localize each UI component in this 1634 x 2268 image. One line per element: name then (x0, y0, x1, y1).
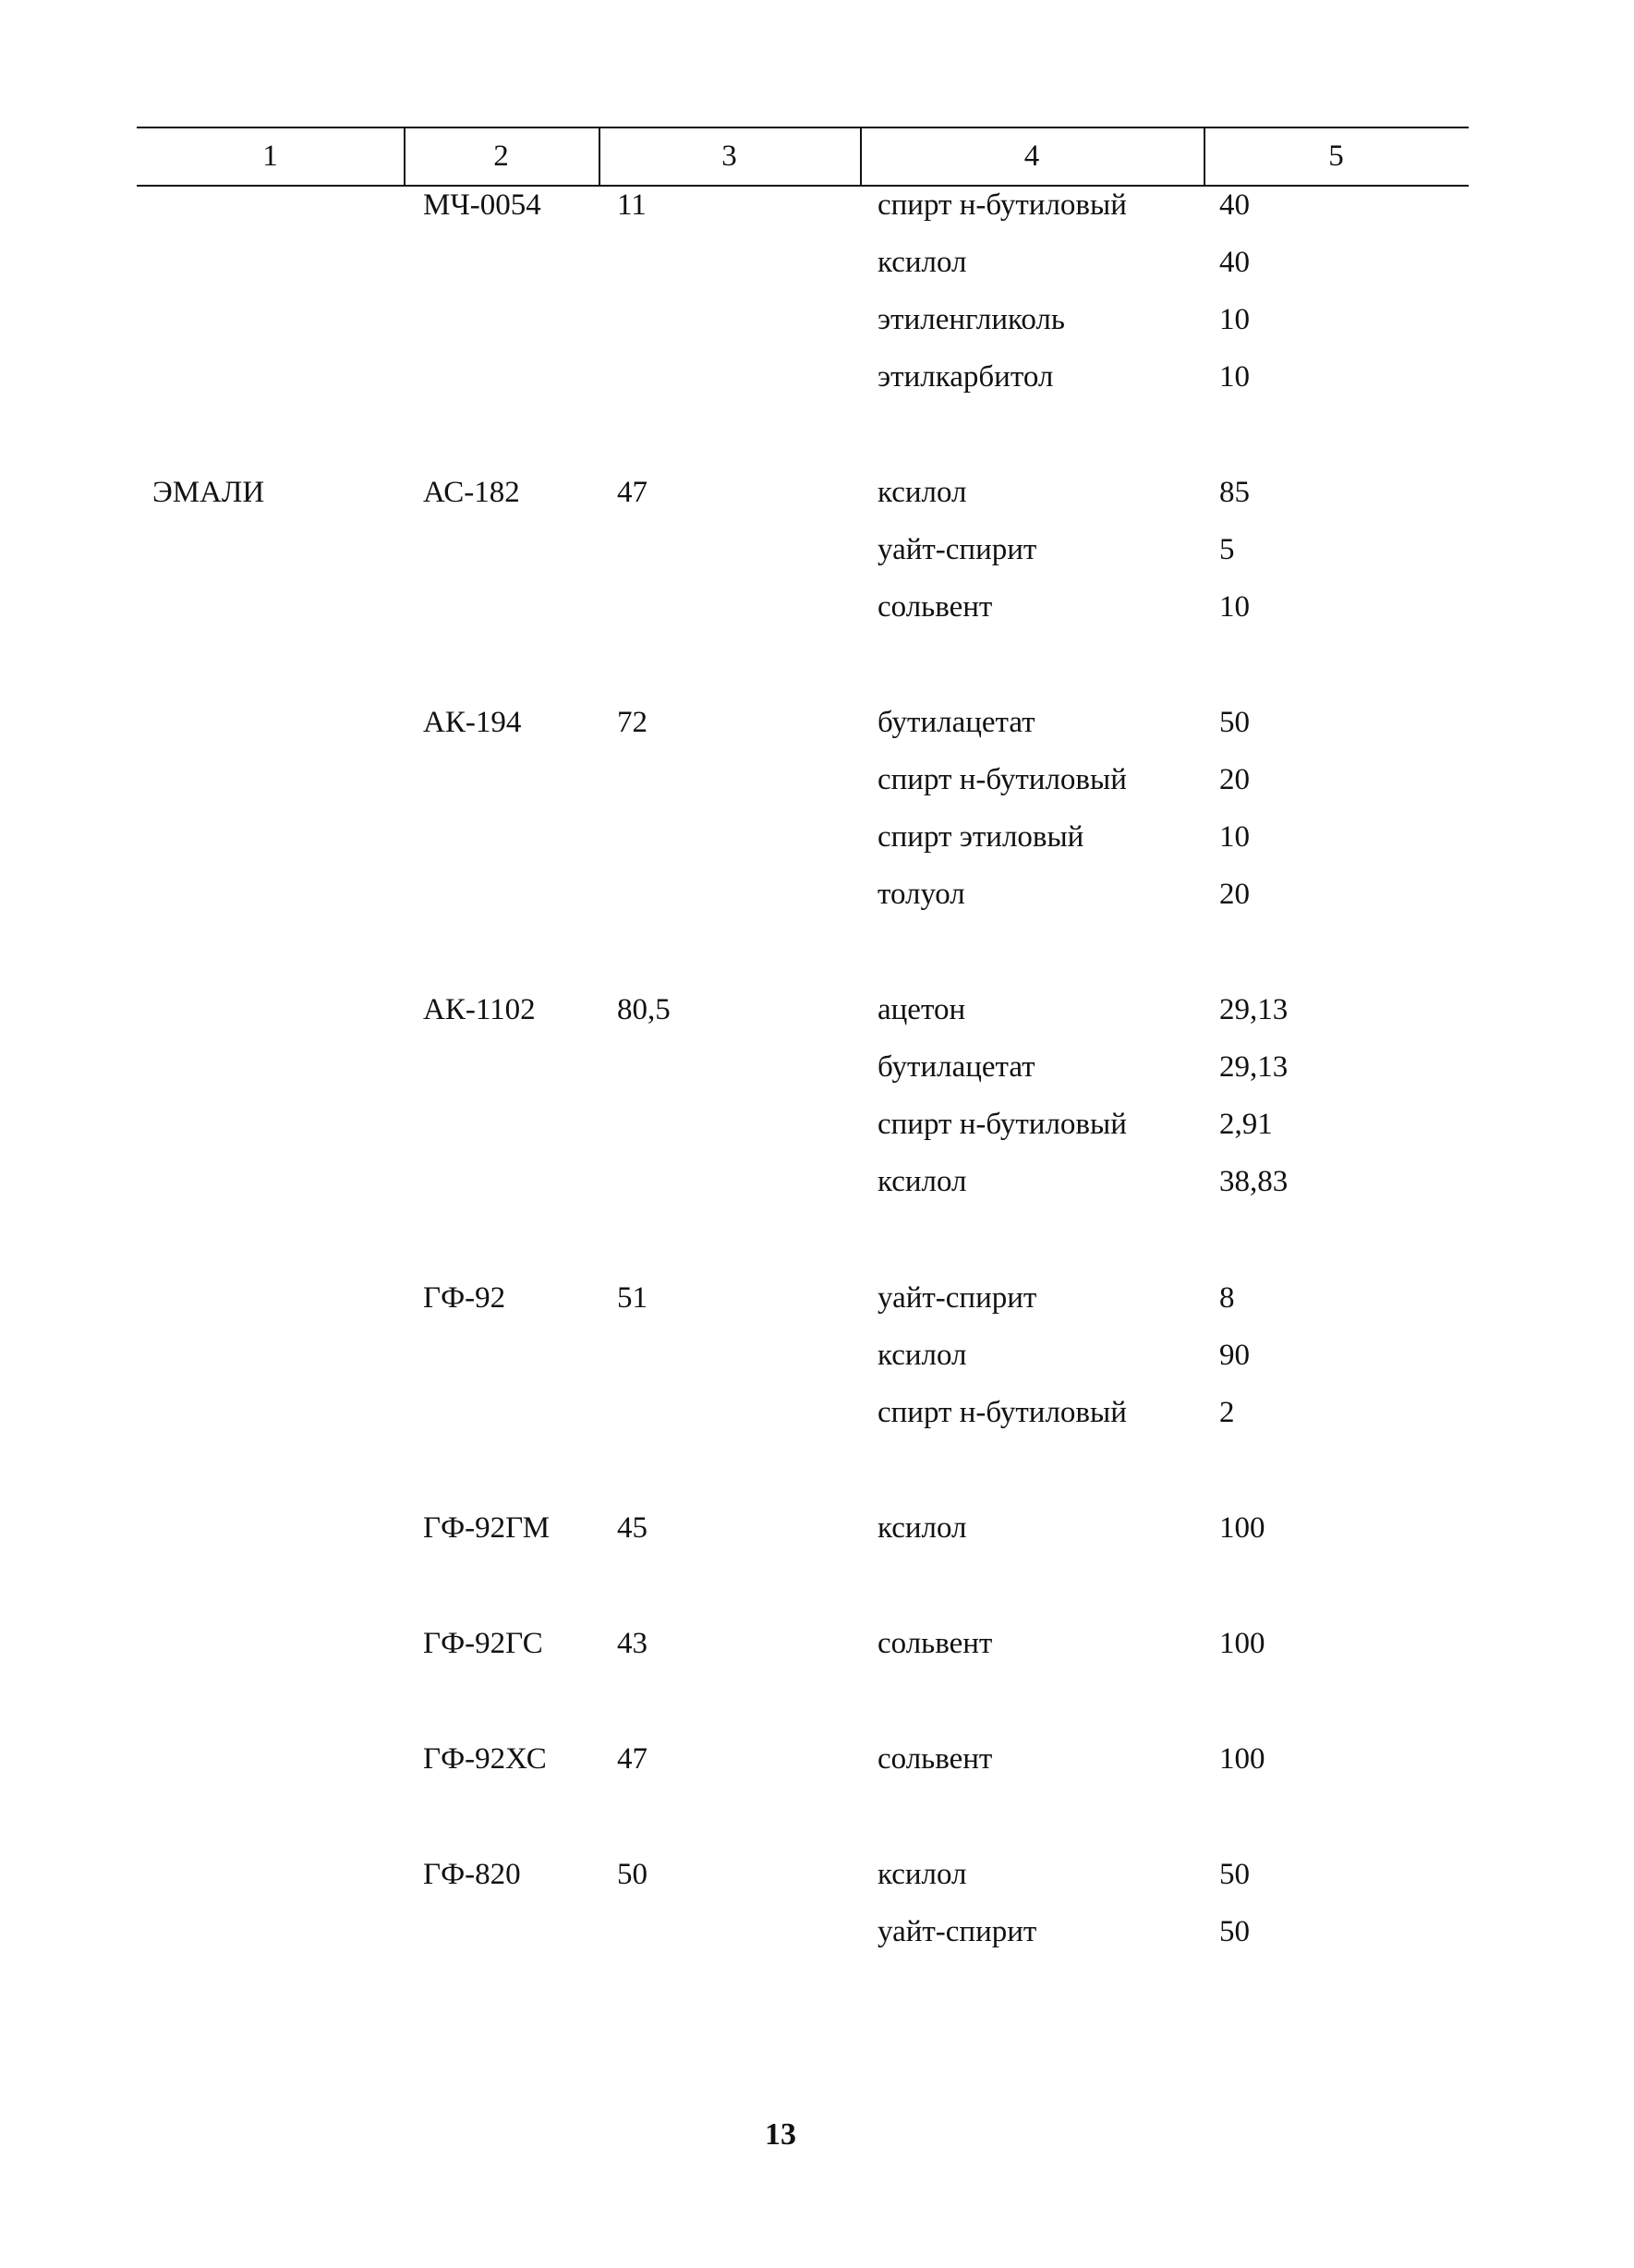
component-name: сольвент (878, 1742, 993, 1776)
component-amount: 100 (1219, 1511, 1265, 1545)
component-amount: 2,91 (1219, 1108, 1273, 1141)
product-code: ГФ-820 (423, 1858, 521, 1891)
component-amount: 20 (1219, 878, 1250, 911)
component-amount: 10 (1219, 303, 1250, 336)
component-amount: 38,83 (1219, 1165, 1289, 1198)
component-amount: 40 (1219, 188, 1250, 222)
product-value: 72 (617, 706, 648, 739)
table-header-col-4: 4 (1023, 139, 1040, 173)
product-value: 11 (617, 188, 647, 222)
product-value: 47 (617, 476, 648, 509)
component-name: спирт н-бутиловый (878, 1396, 1127, 1429)
component-name: этилкарбитол (878, 360, 1054, 394)
component-amount: 85 (1219, 476, 1250, 509)
product-code: АК-1102 (423, 993, 536, 1026)
table-header-col-2: 2 (493, 139, 509, 173)
component-name: этиленгликоль (878, 303, 1065, 336)
component-amount: 10 (1219, 360, 1250, 394)
component-amount: 8 (1219, 1281, 1235, 1315)
product-code: МЧ-0054 (423, 188, 541, 222)
component-name: бутилацетат (878, 706, 1035, 739)
component-name: ксилол (878, 1339, 967, 1372)
component-name: уайт-спирит (878, 533, 1037, 566)
component-amount: 2 (1219, 1396, 1235, 1429)
component-name: спирт этиловый (878, 820, 1084, 854)
component-amount: 20 (1219, 763, 1250, 796)
component-amount: 10 (1219, 820, 1250, 854)
product-code: ГФ-92ГМ (423, 1511, 551, 1545)
component-name: толуол (878, 878, 965, 911)
component-name: ксилол (878, 476, 967, 509)
component-amount: 10 (1219, 590, 1250, 624)
component-amount: 90 (1219, 1339, 1250, 1372)
product-code: АС-182 (423, 476, 520, 509)
page-number: 13 (765, 2117, 796, 2152)
product-code: АК-194 (423, 706, 522, 739)
product-value: 51 (617, 1281, 648, 1315)
component-amount: 5 (1219, 533, 1235, 566)
component-name: ацетон (878, 993, 966, 1026)
product-value: 80,5 (617, 993, 671, 1026)
component-amount: 29,13 (1219, 993, 1289, 1026)
component-name: ксилол (878, 1858, 967, 1891)
component-name: спирт н-бутиловый (878, 1108, 1127, 1141)
category-label: ЭМАЛИ (152, 476, 265, 509)
component-name: ксилол (878, 246, 967, 279)
component-amount: 50 (1219, 1915, 1250, 1948)
table-header-bottom-rule (137, 185, 1469, 187)
component-name: бутилацетат (878, 1050, 1035, 1084)
table-header-col-1: 1 (262, 139, 278, 173)
product-code: ГФ-92 (423, 1281, 506, 1315)
component-amount: 100 (1219, 1742, 1265, 1776)
product-code: ГФ-92ХС (423, 1742, 547, 1776)
product-value: 45 (617, 1511, 648, 1545)
component-name: уайт-спирит (878, 1281, 1037, 1315)
table-header-col-5: 5 (1328, 139, 1344, 173)
product-code: ГФ-92ГС (423, 1627, 543, 1660)
component-amount: 50 (1219, 1858, 1250, 1891)
product-value: 47 (617, 1742, 648, 1776)
table-header-col-3: 3 (721, 139, 737, 173)
component-name: сольвент (878, 590, 993, 624)
product-value: 50 (617, 1858, 648, 1891)
component-name: уайт-спирит (878, 1915, 1037, 1948)
component-name: спирт н-бутиловый (878, 763, 1127, 796)
table-header-top-rule (137, 127, 1469, 128)
product-value: 43 (617, 1627, 648, 1660)
component-name: ксилол (878, 1165, 967, 1198)
component-amount: 29,13 (1219, 1050, 1289, 1084)
component-name: сольвент (878, 1627, 993, 1660)
component-amount: 40 (1219, 246, 1250, 279)
component-name: ксилол (878, 1511, 967, 1545)
component-amount: 100 (1219, 1627, 1265, 1660)
component-amount: 50 (1219, 706, 1250, 739)
component-name: спирт н-бутиловый (878, 188, 1127, 222)
